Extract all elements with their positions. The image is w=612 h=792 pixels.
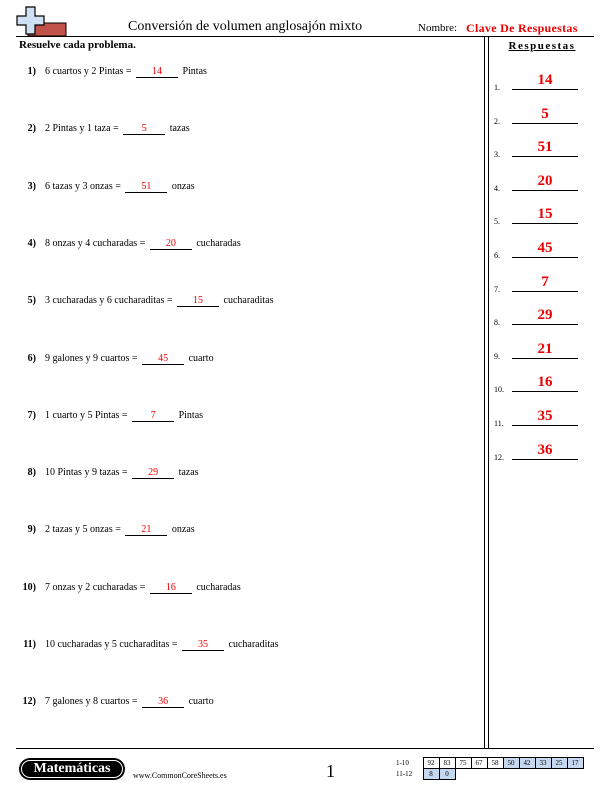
answer-key-value: 29 — [537, 307, 553, 324]
answer-key-value: 21 — [537, 340, 553, 357]
score-cell: 67 — [471, 758, 487, 769]
problem-unit: cuarto — [188, 696, 214, 708]
answer-key-line — [512, 324, 578, 325]
problem-number: 7) — [27, 409, 36, 421]
problem-prompt: 9 galones y 9 cuartos = — [45, 352, 138, 364]
answer-key-item — [494, 341, 594, 361]
problem-text — [45, 467, 199, 479]
answer-blank: 5 — [123, 124, 165, 135]
answer-blank: 20 — [150, 239, 192, 250]
problem-number: 5) — [27, 295, 36, 307]
answer-key-item — [494, 274, 594, 294]
answer-key-value: 5 — [541, 105, 549, 122]
subject-badge: Matemáticas — [19, 758, 125, 780]
page-number: 1 — [326, 761, 335, 781]
problem-text — [45, 524, 195, 536]
answer-key-line — [512, 156, 578, 157]
answer-key-number: 5. — [494, 217, 500, 227]
answer-key-line — [512, 391, 578, 392]
answer-blank: 15 — [177, 296, 219, 307]
score-cell: 17 — [567, 758, 583, 769]
problem-unit: cuarto — [188, 352, 214, 364]
score-cell: 42 — [519, 758, 535, 769]
answer-key-item — [494, 206, 594, 226]
problem-text — [45, 123, 190, 135]
problem-number: 6) — [27, 352, 36, 364]
answer-blank: 14 — [136, 67, 178, 78]
answer-column-divider-right — [488, 36, 489, 748]
problem-prompt: 6 cuartos y 2 Pintas = — [45, 66, 132, 77]
problem-number: 4) — [27, 237, 36, 249]
problem-text — [45, 238, 241, 250]
answer-key-number: 10. — [494, 385, 504, 395]
answer-key-value: 35 — [537, 408, 553, 424]
problem-text — [45, 582, 241, 594]
answer-key-value: 51 — [537, 139, 553, 156]
problem-number: 10) — [22, 581, 36, 593]
footer-divider — [16, 748, 594, 749]
score-cell: 83 — [439, 758, 455, 769]
problem-unit: cucharaditas — [223, 295, 274, 307]
problem-text — [45, 410, 203, 422]
score-cell: 50 — [503, 758, 519, 769]
problem-number: 3) — [27, 180, 36, 192]
answer-key-number: 7. — [494, 284, 500, 294]
problem-prompt: 2 tazas y 5 onzas = — [45, 524, 121, 536]
answer-blank: 36 — [142, 697, 184, 708]
answer-key-item — [494, 408, 594, 428]
header-divider — [16, 36, 594, 37]
answer-key-value: 36 — [537, 441, 553, 458]
answer-key-number: 9. — [494, 351, 500, 361]
problem-unit: cucharadas — [196, 237, 241, 249]
score-table — [395, 757, 584, 780]
problem-number: 2) — [27, 123, 36, 135]
score-cell: 92 — [423, 758, 439, 769]
problem-text — [45, 66, 207, 78]
answer-key-value: 20 — [537, 172, 553, 189]
answer-key-value: 45 — [537, 240, 553, 256]
score-row — [395, 758, 583, 769]
problem-text — [45, 181, 195, 193]
answer-key-line — [512, 358, 578, 359]
problem-number: 1) — [27, 66, 36, 77]
problem-text — [45, 639, 279, 651]
problem-unit: cucharaditas — [228, 639, 279, 650]
answer-key-line — [512, 190, 578, 191]
site-url: www.CommonCoreSheets.es — [133, 771, 227, 780]
answer-key-item — [494, 139, 594, 159]
score-row-label: 11-12 — [396, 770, 413, 778]
answer-blank: 35 — [182, 640, 224, 651]
problem-number: 12) — [22, 696, 36, 708]
answer-key-item — [494, 72, 594, 92]
answer-key-number: 11. — [494, 419, 504, 428]
answer-column-divider-left — [484, 36, 485, 748]
score-cell: 25 — [551, 758, 567, 769]
answer-key-line — [512, 291, 578, 292]
answer-key-item — [494, 106, 594, 126]
problem-prompt: 2 Pintas y 1 taza = — [45, 123, 119, 135]
answer-blank: 16 — [150, 583, 192, 594]
answers-title: Respuestas — [508, 40, 576, 52]
score-cell: 58 — [487, 758, 503, 769]
problem-unit: Pintas — [182, 66, 207, 77]
problem-prompt: 6 tazas y 3 onzas = — [45, 180, 121, 192]
answer-key-number: 3. — [494, 150, 500, 160]
answer-key-number: 4. — [494, 183, 500, 193]
problem-number: 9) — [27, 524, 36, 536]
answer-key-line — [512, 459, 578, 460]
problem-prompt: 1 cuarto y 5 Pintas = — [45, 409, 128, 421]
answer-key-number: 1. — [494, 83, 500, 92]
answer-key-line — [512, 425, 578, 426]
answer-blank: 7 — [132, 411, 174, 422]
answer-blank: 51 — [125, 182, 167, 193]
answer-key-line — [512, 257, 578, 258]
answer-blank: 45 — [142, 354, 184, 365]
problem-prompt: 7 galones y 8 cuartos = — [45, 696, 138, 708]
problem-unit: tazas — [169, 123, 190, 135]
problem-unit: cucharadas — [196, 581, 241, 593]
name-label: Nombre: — [418, 22, 458, 34]
plus-minus-logo-icon — [16, 6, 68, 38]
problem-prompt: 8 onzas y 4 cucharadas = — [45, 237, 146, 249]
answer-key-item — [494, 374, 594, 394]
problem-text — [45, 353, 214, 365]
problem-prompt: 7 onzas y 2 cucharadas = — [45, 581, 146, 593]
answer-key-value: 15 — [537, 206, 553, 223]
problem-prompt: 3 cucharadas y 6 cucharaditas = — [45, 295, 173, 307]
score-cell: 75 — [455, 758, 471, 769]
answer-key-item — [494, 442, 594, 462]
problem-unit: onzas — [171, 180, 195, 192]
answer-key-number: 8. — [494, 318, 500, 328]
answer-blank: 29 — [132, 468, 174, 479]
score-row-label: 1-10 — [396, 759, 409, 767]
answer-key-number: 12. — [494, 452, 504, 462]
answer-key-number: 2. — [494, 116, 500, 126]
problem-unit: tazas — [178, 467, 199, 479]
subject-badge-border — [21, 760, 123, 778]
problem-text — [45, 295, 274, 307]
problem-unit: Pintas — [178, 409, 204, 421]
answer-key-line — [512, 89, 578, 90]
page-title: Conversión de volumen anglosajón mixto — [128, 19, 363, 34]
problem-number: 11) — [23, 639, 36, 650]
answer-key-value: 14 — [537, 72, 553, 88]
answer-blank: 21 — [125, 525, 167, 536]
answer-key-line — [512, 123, 578, 124]
answer-key-line — [512, 223, 578, 224]
score-cell: 8 — [423, 769, 439, 780]
answer-key-item — [494, 307, 594, 327]
score-cell: 33 — [535, 758, 551, 769]
problem-unit: onzas — [171, 524, 195, 536]
answer-key-value: 7 — [541, 273, 549, 290]
problem-prompt: 10 Pintas y 9 tazas = — [45, 467, 128, 479]
score-cell: 0 — [439, 769, 455, 780]
answer-key-item — [494, 173, 594, 193]
problem-prompt: 10 cucharadas y 5 cucharaditas = — [45, 639, 178, 650]
problem-number: 8) — [27, 467, 36, 479]
problem-text — [45, 696, 214, 708]
name-value: Clave De Respuestas — [466, 21, 578, 35]
answer-key-item — [494, 240, 594, 260]
answer-key-number: 6. — [494, 251, 500, 260]
instructions: Resuelve cada problema. — [19, 39, 136, 51]
score-row — [395, 769, 583, 780]
answer-key-value: 16 — [537, 374, 553, 391]
